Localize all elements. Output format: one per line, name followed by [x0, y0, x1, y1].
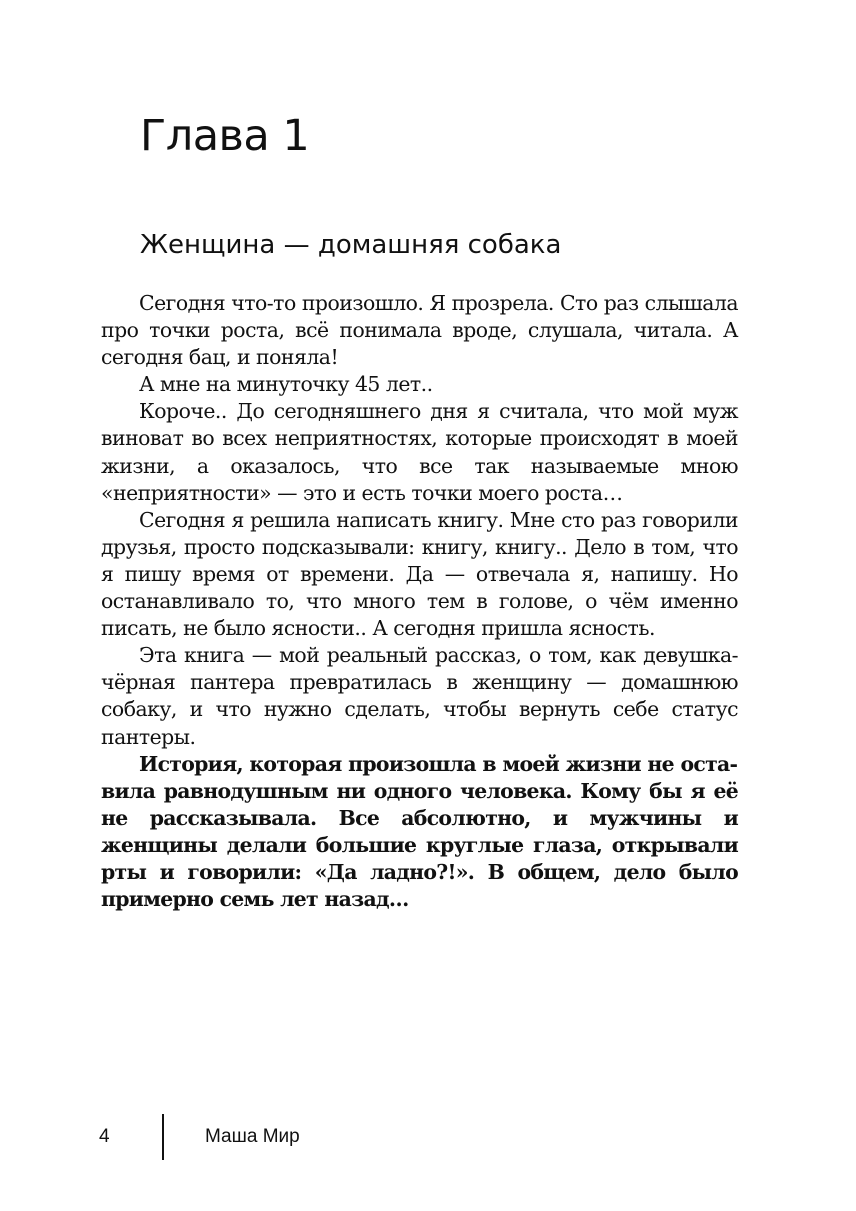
- paragraph: Эта книга — мой реальный рассказ, о том, как девушка-чёрная пантера превратилась в женщину — домашнюю собаку, и что нужно сделать, чтобы вернуть себе статус пантеры.: [101, 643, 738, 749]
- author-name: Маша Мир: [205, 1126, 300, 1147]
- paragraph: Сегодня что-то произошло. Я прозрела. Сто раз слышала про точки роста, всё понимала вроде, слушала, читала. А сегодня бац, и поняла!: [101, 291, 738, 370]
- paragraph-bold: История, которая произошла в моей жизни не оставила равнодушным ни одного человека. Кому бы я её не рассказывала. Все абсолютно, и мужчины и женщины делали большие круглые глаза, открывали рты и говорили: «Да ладно?!». В общем, дело было примерно семь лет назад…: [101, 751, 738, 912]
- page-footer: [0, 1112, 856, 1162]
- body-text: [101, 290, 738, 913]
- footer-divider: [162, 1114, 164, 1160]
- page-number: 4: [99, 1126, 110, 1147]
- section-title: Женщина — домашняя собака: [140, 230, 562, 260]
- paragraph: Короче.. До сегодняшнего дня я считала, что мой муж виноват во всех неприятностях, которые происходят в моей жизни, а оказалось, что все так называемые мною «неприятности» — это и есть точки моего роста…: [101, 399, 738, 505]
- chapter-title: Глава 1: [140, 111, 310, 161]
- paragraph: Сегодня я решила написать книгу. Мне сто раз говорили друзья, просто подсказывали: книгу, книгу.. Дело в том, что я пишу время от времени. Да — отвечала я, напишу. Но останавливало то, что много тем в голове, о чём именно писать, не было ясности.. А сегодня пришла ясность.: [101, 507, 738, 641]
- paragraph: А мне на минуточку 45 лет..: [139, 372, 433, 397]
